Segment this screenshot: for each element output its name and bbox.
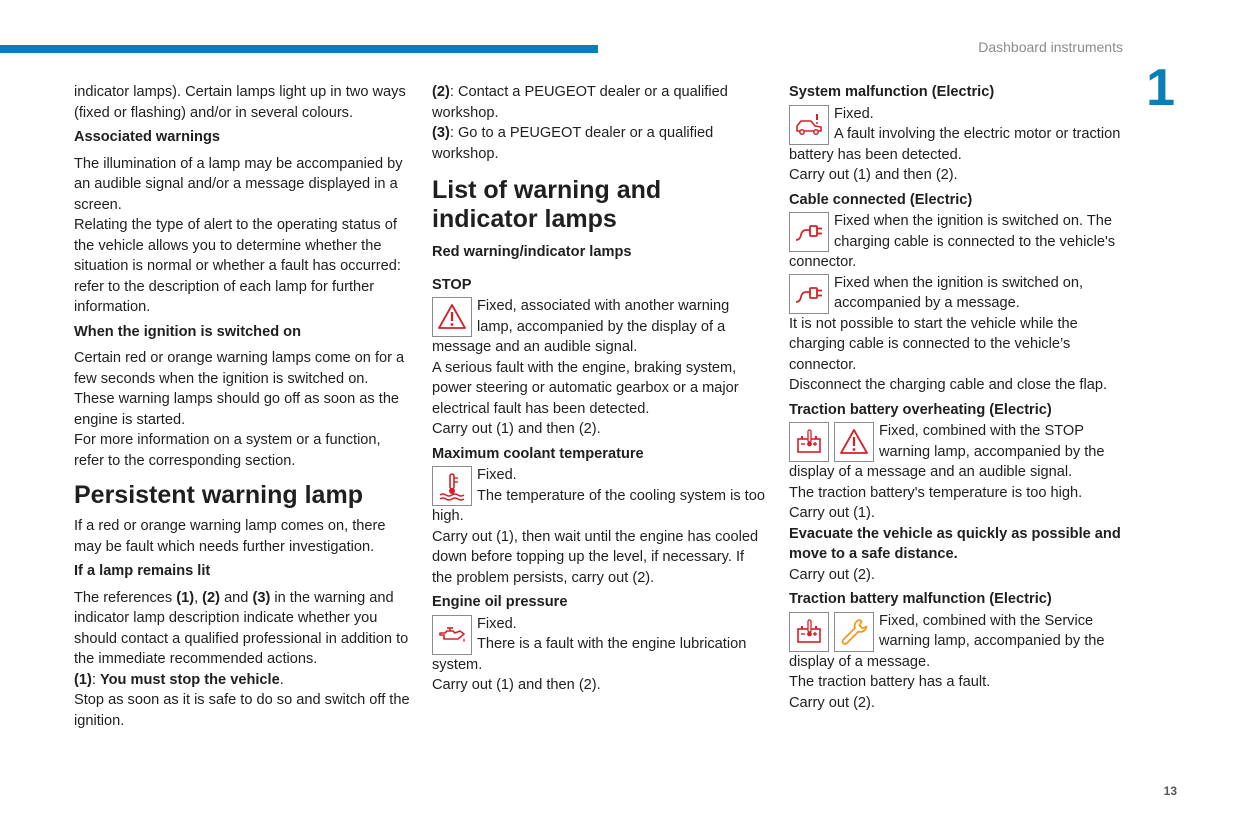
ref3-text: (3): Go to a PEUGEOT dealer or a qualified workshop. <box>432 125 714 162</box>
associated-warnings-heading: Associated warnings <box>74 129 220 145</box>
battery-malfunction-entry <box>789 611 1129 673</box>
coolant-heading: Maximum coolant temperature <box>432 445 644 462</box>
stop-warning-icon <box>432 297 472 337</box>
red-lamps-heading: Red warning/indicator lamps <box>432 244 632 260</box>
battery-malfunction-p3: Carry out (2). <box>789 694 875 711</box>
battery-malfunction-description: Fixed, combined with the Service warning lamp, accompanied by the display of a message. <box>789 612 1105 670</box>
battery-overheating-p3: Carry out (1). <box>789 505 875 521</box>
electric-system-malfunction-icon <box>789 105 829 145</box>
stop-description: Fixed, associated with another warning lamp, accompanied by the display of a message and an audible signal. <box>432 298 730 355</box>
evacuate-warning: Evacuate the vehicle as quickly as possible and move to a safe distance. <box>789 525 1121 562</box>
must-stop-text: (1): You must stop the vehicle. <box>74 671 284 688</box>
ignition-heading: When the ignition is switched on <box>74 323 302 340</box>
oil-p2: Carry out (1) and then (2). <box>432 677 601 693</box>
system-malfunction-p2: Carry out (1) and then (2). <box>789 167 958 183</box>
battery-malfunction-p2: The traction battery has a fault. <box>789 674 991 690</box>
battery-overheating-entry <box>789 421 1129 483</box>
traction-battery-temperature-icon <box>789 422 829 462</box>
battery-overheating-p4: Carry out (2). <box>789 566 875 583</box>
cable-connected-heading: Cable connected (Electric) <box>789 191 973 208</box>
oil-fixed: Fixed. <box>477 615 517 632</box>
lamp-remains-lit-heading: If a lamp remains lit <box>74 563 211 579</box>
stop-entry <box>432 296 766 358</box>
stop-p2: A serious fault with the engine, braking system, power steering or automatic gearbox or a major electrical fault has been detected. <box>432 359 739 417</box>
cable-connected-p2: It is not possible to start the vehicle while the charging cable is connected to the vehicle’s connector. <box>789 315 1078 373</box>
cable-connected-p3: Disconnect the charging cable and close the flap. <box>789 377 1108 393</box>
system-malfunction-heading: System malfunction (Electric) <box>789 84 995 100</box>
oil-pressure-icon <box>432 615 472 655</box>
persistent-warning-text: If a red or orange warning lamp comes on, there may be fault which needs further investigation. <box>74 518 386 555</box>
coolant-fixed: Fixed. <box>477 467 517 483</box>
section-label: Dashboard instruments <box>978 39 1123 55</box>
coolant-p2: Carry out (1), then wait until the engine has cooled down before topping up the level, if necessary. If the problem persists, carry out (2). <box>432 528 759 586</box>
coolant-description: The temperature of the cooling system is too high. <box>432 487 765 524</box>
list-heading: List of warning and indicator lamps <box>432 176 662 233</box>
stop-instructions: Stop as soon as it is safe to do so and switch off the ignition. <box>74 692 410 729</box>
ignition-p2: For more information on a system or a function, refer to the corresponding section. <box>74 432 381 469</box>
battery-overheating-heading: Traction battery overheating (Electric) <box>789 401 1052 418</box>
battery-overheating-p2: The traction battery's temperature is too high. <box>789 484 1083 501</box>
system-malfunction-fixed: Fixed. <box>834 105 874 122</box>
chapter-number: 1 <box>1146 59 1175 117</box>
column-1 <box>74 82 410 731</box>
stop-warning-icon <box>834 422 874 462</box>
battery-malfunction-heading: Traction battery malfunction (Electric) <box>789 591 1052 607</box>
cable-connected-text-2: Fixed when the ignition is switched on, accompanied by a message. <box>834 274 1084 311</box>
coolant-temperature-icon <box>432 466 472 506</box>
persistent-warning-heading: Persistent warning lamp <box>74 481 363 509</box>
ref2-text: (2): Contact a PEUGEOT dealer or a qualified workshop. <box>432 84 728 121</box>
associated-warnings-p2: Relating the type of alert to the operating status of the vehicle allows you to determine whether the situation is normal or whether a fault has occurred: refer to the description of each lamp for further information. <box>74 217 401 315</box>
stop-heading: STOP <box>432 276 472 293</box>
oil-pressure-heading: Engine oil pressure <box>432 594 568 610</box>
column-3 <box>789 82 1129 713</box>
traction-battery-temperature-icon <box>789 612 829 652</box>
column-2 <box>432 82 766 696</box>
system-malfunction-description: A fault involving the electric motor or traction battery has been detected. <box>789 126 1121 163</box>
ignition-p1: Certain red or orange warning lamps come on for a few seconds when the ignition is switched on. These warning lamps should go off as soon as the engine is started. <box>74 350 405 428</box>
coolant-entry <box>432 465 766 527</box>
header-accent-bar <box>0 45 598 53</box>
references-text: The references (1), (2) and (3) in the warning and indicator lamp description indicate whether you should contact a qualified professional in addition to the immediate recommended actions. <box>74 589 409 667</box>
charging-cable-icon <box>789 274 829 314</box>
service-wrench-icon <box>834 612 874 652</box>
intro-text: indicator lamps). Certain lamps light up in two ways (fixed or flashing) and/or in several colours. <box>74 84 406 121</box>
cable-connected-entry-2 <box>789 273 1129 314</box>
cable-connected-text-1: Fixed when the ignition is switched on. The charging cable is connected to the vehicle's connector. <box>789 213 1116 270</box>
battery-overheating-description: Fixed, combined with the STOP warning lamp, accompanied by the display of a message and an audible signal. <box>789 423 1105 480</box>
associated-warnings-p1: The illumination of a lamp may be accompanied by an audible signal and/or a message displayed in a screen. <box>74 155 403 213</box>
charging-cable-icon <box>789 212 829 252</box>
cable-connected-entry-1 <box>789 211 1129 273</box>
oil-description: There is a fault with the engine lubrication system. <box>432 636 747 673</box>
page-number: 13 <box>1163 784 1177 798</box>
stop-p3: Carry out (1) and then (2). <box>432 421 601 437</box>
system-malfunction-entry <box>789 104 1129 166</box>
oil-pressure-entry <box>432 614 766 676</box>
